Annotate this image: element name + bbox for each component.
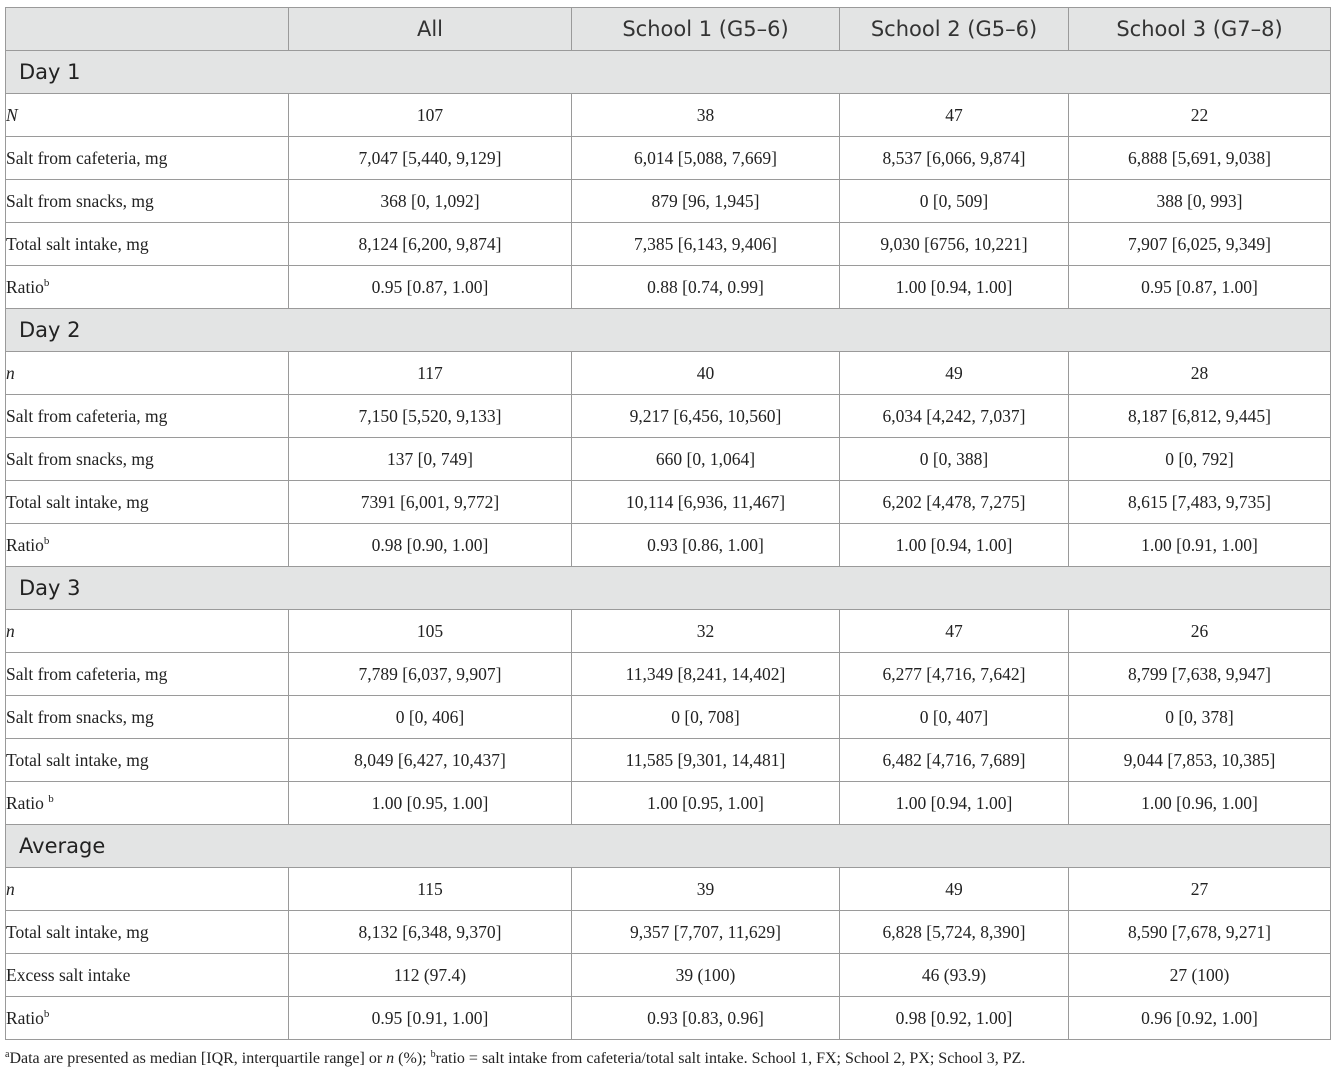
table-cell: 7,047 [5,440, 9,129] <box>289 137 572 180</box>
table-row <box>6 868 1331 911</box>
row-label-text: n <box>6 362 15 383</box>
table-cell: 7,385 [6,143, 9,406] <box>572 223 840 266</box>
row-label <box>6 94 289 137</box>
table-row <box>6 954 1331 997</box>
table-cell: 8,615 [7,483, 9,735] <box>1069 481 1331 524</box>
table-row <box>6 653 1331 696</box>
table-cell: 1.00 [0.95, 1.00] <box>289 782 572 825</box>
row-label <box>6 610 289 653</box>
table-cell: 0 [0, 509] <box>840 180 1069 223</box>
table-cell: 8,049 [6,427, 10,437] <box>289 739 572 782</box>
row-label <box>6 997 289 1040</box>
table-cell: 6,014 [5,088, 7,669] <box>572 137 840 180</box>
table-row <box>6 266 1331 309</box>
table-row <box>6 696 1331 739</box>
row-label <box>6 696 289 739</box>
table-cell: 8,537 [6,066, 9,874] <box>840 137 1069 180</box>
table-row <box>6 997 1331 1040</box>
table-cell: 1.00 [0.96, 1.00] <box>1069 782 1331 825</box>
table-cell: 27 (100) <box>1069 954 1331 997</box>
table-cell: 115 <box>289 868 572 911</box>
table-cell: 6,888 [5,691, 9,038] <box>1069 137 1331 180</box>
table-cell: 0.95 [0.87, 1.00] <box>289 266 572 309</box>
row-label-superscript: b <box>43 276 50 289</box>
table-cell: 9,217 [6,456, 10,560] <box>572 395 840 438</box>
table-cell: 8,132 [6,348, 9,370] <box>289 911 572 954</box>
row-label <box>6 395 289 438</box>
table-cell: 0.98 [0.92, 1.00] <box>840 997 1069 1040</box>
row-label-superscript: b <box>48 792 54 805</box>
table-row <box>6 137 1331 180</box>
row-label <box>6 739 289 782</box>
row-label <box>6 352 289 395</box>
row-label-text: Excess salt intake <box>6 964 131 985</box>
table-cell: 27 <box>1069 868 1331 911</box>
section-title: Day 3 <box>6 567 1331 610</box>
table-row <box>6 352 1331 395</box>
table-cell: 39 <box>572 868 840 911</box>
row-label <box>6 868 289 911</box>
table-cell: 879 [96, 1,945] <box>572 180 840 223</box>
table-body <box>6 51 1331 1040</box>
row-label-text: Salt from snacks, mg <box>6 706 154 727</box>
footnote-text-1: Data are presented as median [IQR, interquartile range] or <box>9 1050 387 1067</box>
header-school-1: School 1 (G5–6) <box>572 8 840 51</box>
table-cell: 137 [0, 749] <box>289 438 572 481</box>
table-cell: 49 <box>840 868 1069 911</box>
table-cell: 0 [0, 792] <box>1069 438 1331 481</box>
header-school-3: School 3 (G7–8) <box>1069 8 1331 51</box>
table-row <box>6 438 1331 481</box>
table-cell: 7,789 [6,037, 9,907] <box>289 653 572 696</box>
row-label-superscript: b <box>43 534 50 547</box>
row-label-text: Salt from snacks, mg <box>6 190 154 211</box>
row-label-text: N <box>6 104 18 125</box>
footnote-sup-b: b <box>430 1049 436 1060</box>
table-cell: 7,150 [5,520, 9,133] <box>289 395 572 438</box>
row-label <box>6 223 289 266</box>
table-row <box>6 481 1331 524</box>
table-cell: 105 <box>289 610 572 653</box>
header-row <box>6 8 1331 51</box>
section-row <box>6 309 1331 352</box>
table-cell: 0 [0, 406] <box>289 696 572 739</box>
row-label <box>6 180 289 223</box>
table-cell: 22 <box>1069 94 1331 137</box>
table-cell: 11,585 [9,301, 14,481] <box>572 739 840 782</box>
row-label-superscript: b <box>43 1007 50 1020</box>
footnote-text-3: ratio = salt intake from cafeteria/total salt intake. School 1, FX; School 2, PX; School 3, PZ. <box>435 1050 1026 1067</box>
table-cell: 39 (100) <box>572 954 840 997</box>
table-cell: 0.93 [0.86, 1.00] <box>572 524 840 567</box>
table-cell: 368 [0, 1,092] <box>289 180 572 223</box>
section-title: Average <box>6 825 1331 868</box>
table-cell: 660 [0, 1,064] <box>572 438 840 481</box>
table-cell: 40 <box>572 352 840 395</box>
row-label-text: n <box>6 878 15 899</box>
footnote-text-2: (%); <box>394 1050 431 1067</box>
row-label-text: Total salt intake, mg <box>6 491 149 512</box>
table-cell: 32 <box>572 610 840 653</box>
table-cell: 1.00 [0.91, 1.00] <box>1069 524 1331 567</box>
table-cell: 1.00 [0.94, 1.00] <box>840 266 1069 309</box>
table-row <box>6 524 1331 567</box>
row-label-text: Ratio <box>6 1007 44 1028</box>
row-label-text: n <box>6 620 15 641</box>
row-label-text: Total salt intake, mg <box>6 749 149 770</box>
table-cell: 0 [0, 378] <box>1069 696 1331 739</box>
row-label-text: Salt from snacks, mg <box>6 448 154 469</box>
table-row <box>6 911 1331 954</box>
row-label <box>6 266 289 309</box>
table-cell: 8,187 [6,812, 9,445] <box>1069 395 1331 438</box>
table-cell: 1.00 [0.95, 1.00] <box>572 782 840 825</box>
table-cell: 7,907 [6,025, 9,349] <box>1069 223 1331 266</box>
table-row <box>6 610 1331 653</box>
row-label <box>6 653 289 696</box>
table-cell: 8,590 [7,678, 9,271] <box>1069 911 1331 954</box>
table-cell: 11,349 [8,241, 14,402] <box>572 653 840 696</box>
row-label-text: Salt from cafeteria, mg <box>6 147 168 168</box>
table-cell: 38 <box>572 94 840 137</box>
row-label <box>6 524 289 567</box>
row-label-text: Salt from cafeteria, mg <box>6 405 168 426</box>
table-cell: 9,030 [6756, 10,221] <box>840 223 1069 266</box>
table-cell: 0.93 [0.83, 0.96] <box>572 997 840 1040</box>
table-cell: 28 <box>1069 352 1331 395</box>
table-cell: 0.96 [0.92, 1.00] <box>1069 997 1331 1040</box>
table-cell: 26 <box>1069 610 1331 653</box>
table-cell: 6,277 [4,716, 7,642] <box>840 653 1069 696</box>
table-cell: 0.88 [0.74, 0.99] <box>572 266 840 309</box>
footnote-n: n <box>386 1050 395 1067</box>
table-cell: 8,124 [6,200, 9,874] <box>289 223 572 266</box>
table-cell: 0.95 [0.91, 1.00] <box>289 997 572 1040</box>
table-cell: 1.00 [0.94, 1.00] <box>840 782 1069 825</box>
section-title: Day 1 <box>6 51 1331 94</box>
row-label <box>6 481 289 524</box>
row-label-text: Ratio <box>6 276 44 297</box>
table-cell: 47 <box>840 610 1069 653</box>
table-cell: 0 [0, 388] <box>840 438 1069 481</box>
row-label <box>6 911 289 954</box>
table-row <box>6 180 1331 223</box>
header-corner <box>6 8 289 51</box>
table-cell: 9,357 [7,707, 11,629] <box>572 911 840 954</box>
section-title: Day 2 <box>6 309 1331 352</box>
footnote-sup-a: a <box>5 1049 10 1060</box>
header-all: All <box>289 8 572 51</box>
table-row <box>6 94 1331 137</box>
table-cell: 6,034 [4,242, 7,037] <box>840 395 1069 438</box>
table-header <box>6 8 1331 51</box>
table-cell: 107 <box>289 94 572 137</box>
row-label <box>6 954 289 997</box>
table-cell: 0 [0, 407] <box>840 696 1069 739</box>
table-cell: 6,828 [5,724, 8,390] <box>840 911 1069 954</box>
header-school-2: School 2 (G5–6) <box>840 8 1069 51</box>
table-cell: 46 (93.9) <box>840 954 1069 997</box>
table-cell: 388 [0, 993] <box>1069 180 1331 223</box>
table-footnote <box>5 1050 1330 1068</box>
row-label <box>6 137 289 180</box>
section-row <box>6 825 1331 868</box>
table-cell: 8,799 [7,638, 9,947] <box>1069 653 1331 696</box>
table-cell: 0.95 [0.87, 1.00] <box>1069 266 1331 309</box>
table-cell: 117 <box>289 352 572 395</box>
table-cell: 1.00 [0.94, 1.00] <box>840 524 1069 567</box>
table-row <box>6 395 1331 438</box>
row-label-text: Salt from cafeteria, mg <box>6 663 168 684</box>
row-label-text: Ratio <box>6 534 44 555</box>
table-cell: 49 <box>840 352 1069 395</box>
table-cell: 6,202 [4,478, 7,275] <box>840 481 1069 524</box>
row-label <box>6 438 289 481</box>
section-row <box>6 567 1331 610</box>
table-cell: 0.98 [0.90, 1.00] <box>289 524 572 567</box>
table-cell: 7391 [6,001, 9,772] <box>289 481 572 524</box>
table-cell: 9,044 [7,853, 10,385] <box>1069 739 1331 782</box>
table-cell: 112 (97.4) <box>289 954 572 997</box>
salt-intake-table <box>5 7 1331 1040</box>
table-cell: 10,114 [6,936, 11,467] <box>572 481 840 524</box>
row-label-text: Ratio <box>6 792 49 813</box>
table-cell: 47 <box>840 94 1069 137</box>
section-row <box>6 51 1331 94</box>
table-cell: 0 [0, 708] <box>572 696 840 739</box>
row-label-text: Total salt intake, mg <box>6 921 149 942</box>
table-row <box>6 782 1331 825</box>
table-row <box>6 223 1331 266</box>
row-label <box>6 782 289 825</box>
row-label-text: Total salt intake, mg <box>6 233 149 254</box>
table-row <box>6 739 1331 782</box>
table-cell: 6,482 [4,716, 7,689] <box>840 739 1069 782</box>
